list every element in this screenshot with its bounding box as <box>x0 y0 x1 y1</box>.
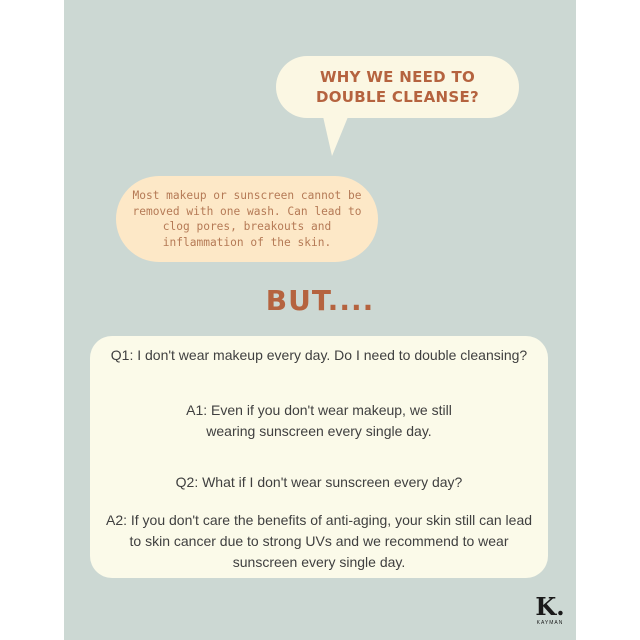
faq-answer-2: A2: If you don't care the benefits of anti-aging, your skin still can lead to skin cancer due to strong UVs and we recommend to wear sunscreen every single day. <box>105 512 533 570</box>
faq-card <box>90 336 548 578</box>
kayman-logo <box>530 594 570 626</box>
faq-question-2: Q2: What if I don't wear sunscreen every day? <box>175 474 463 490</box>
bubble-answer-text: Most makeup or sunscreen cannot be removed with one wash. Can lead to clog pores, breakouts and inflammation of the skin. <box>132 189 362 249</box>
logo-mark: K. <box>535 592 565 621</box>
answer-bubble <box>116 176 378 262</box>
but-heading: BUT.... <box>265 284 375 317</box>
speech-bubble-tail <box>322 112 350 156</box>
bubble-question-text: WHY WE NEED TO DOUBLE CLEANSE? <box>315 68 480 106</box>
logo-name: KAYMAN <box>536 620 564 626</box>
faq-answer-1: A1: Even if you don't wear makeup, we still wearing sunscreen every single day. <box>186 402 452 439</box>
question-speech-bubble <box>276 56 519 118</box>
faq-question-1: Q1: I don't wear makeup every day. Do I need to double cleansing? <box>110 347 528 363</box>
